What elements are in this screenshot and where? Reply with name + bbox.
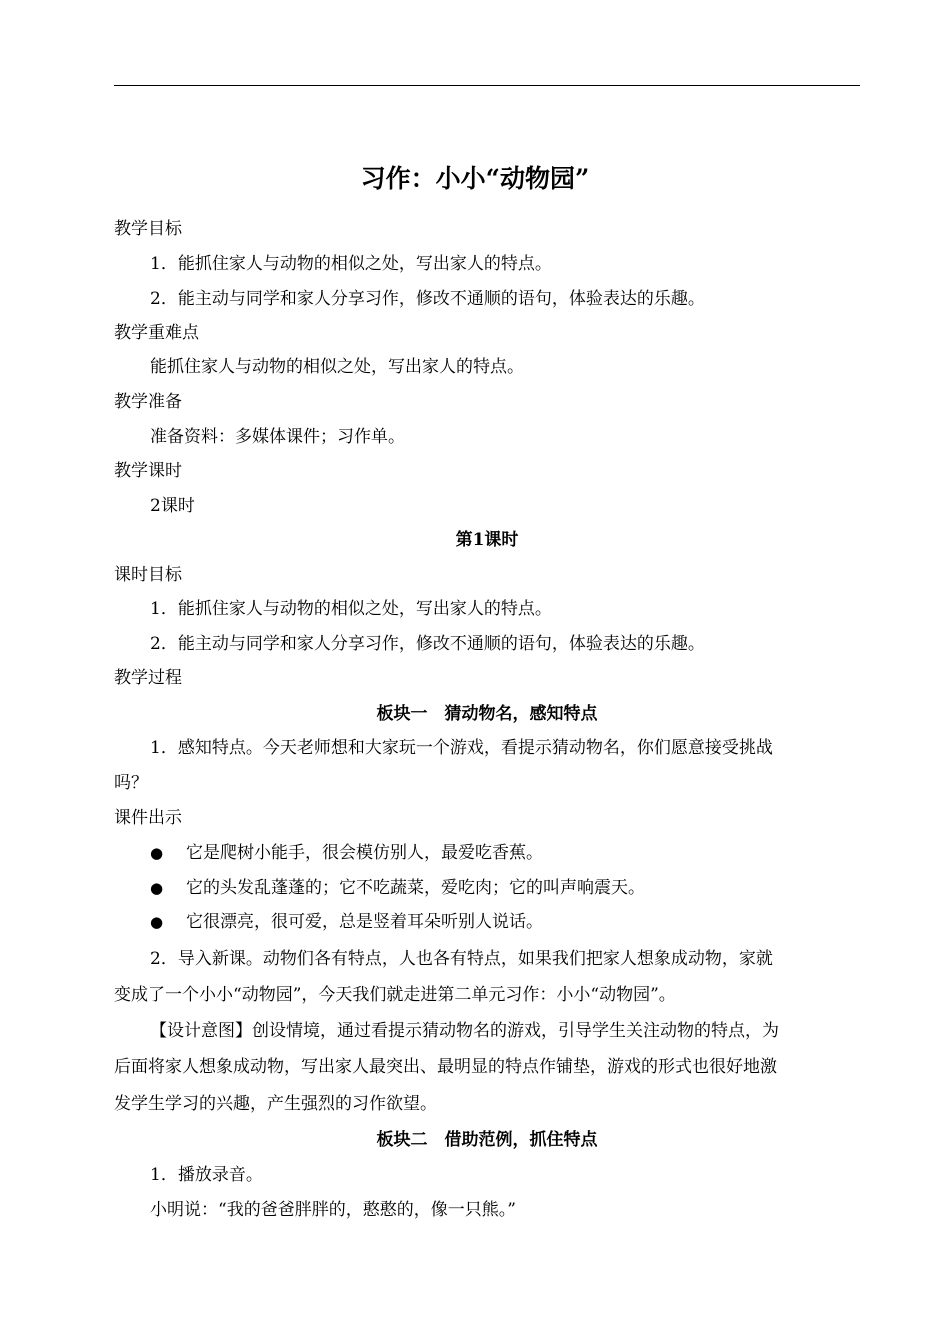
bullet-dot-icon: ● [150,844,164,862]
courseware-heading: 课件出示 [114,808,182,828]
design-intent-line1: 【设计意图】创设情境，通过看提示猜动物名的游戏，引导学生关注动物的特点，为 [150,1021,779,1041]
process-heading: 教学过程 [114,668,182,688]
s2-paragraph1: 1．播放录音。 [150,1165,263,1185]
s1-paragraph1-line2: 吗？ [114,773,148,793]
design-intent-line3: 发学生学习的兴趣，产生强烈的习作欲望。 [114,1094,437,1114]
section1-heading: 板块一 猜动物名，感知特点 [376,704,598,724]
section2-heading: 板块二 借助范例，抓住特点 [376,1130,598,1150]
bullet-dot-icon: ● [150,879,164,897]
key-heading: 教学重难点 [114,323,199,343]
bullet-item [150,876,645,900]
design-intent-line2: 后面将家人想象成动物，写出家人最突出、最明显的特点作铺垫，游戏的形式也很好地激 [114,1057,777,1077]
bullet-text: 它的头发乱蓬蓬的；它不吃蔬菜，爱吃肉；它的叫声响震天。 [186,878,645,898]
s1-paragraph1-line1: 1．感知特点。今天老师想和大家玩一个游戏，看提示猜动物名，你们愿意接受挑战 [150,738,773,758]
lesson-goal-item: 2．能主动与同学和家人分享习作，修改不通顺的语句，体验表达的乐趣。 [150,634,705,654]
bullet-text: 它是爬树小能手，很会模仿别人，最爱吃香蕉。 [186,843,543,863]
s1-paragraph2-line1: 2．导入新课。动物们各有特点，人也各有特点，如果我们把家人想象成动物，家就 [150,949,773,969]
hours-heading: 教学课时 [114,461,182,481]
goals-heading: 教学目标 [114,219,182,239]
lesson-goals-heading: 课时目标 [114,565,182,585]
bullet-text: 它很漂亮，很可爱，总是竖着耳朵听别人说话。 [186,912,543,932]
header-rule [114,85,860,86]
bullet-item [150,841,543,865]
bullet-item [150,910,543,934]
lesson1-heading: 第1课时 [455,530,519,550]
key-text: 能抓住家人与动物的相似之处，写出家人的特点。 [150,357,524,377]
s1-paragraph2-line2: 变成了一个小小“动物园”，今天我们就走进第二单元习作：小小“动物园”。 [114,985,676,1005]
page-title: 习作：小小“动物园” [360,164,590,193]
lesson-goal-item: 1．能抓住家人与动物的相似之处，写出家人的特点。 [150,599,552,619]
hours-text: 2课时 [150,496,195,516]
prep-text: 准备资料：多媒体课件；习作单。 [150,427,405,447]
prep-heading: 教学准备 [114,392,182,412]
goal-item: 1．能抓住家人与动物的相似之处，写出家人的特点。 [150,254,552,274]
bullet-dot-icon: ● [150,913,164,931]
s2-paragraph2: 小明说：“我的爸爸胖胖的，憨憨的，像一只熊。” [150,1200,516,1220]
goal-item: 2．能主动与同学和家人分享习作，修改不通顺的语句，体验表达的乐趣。 [150,289,705,309]
